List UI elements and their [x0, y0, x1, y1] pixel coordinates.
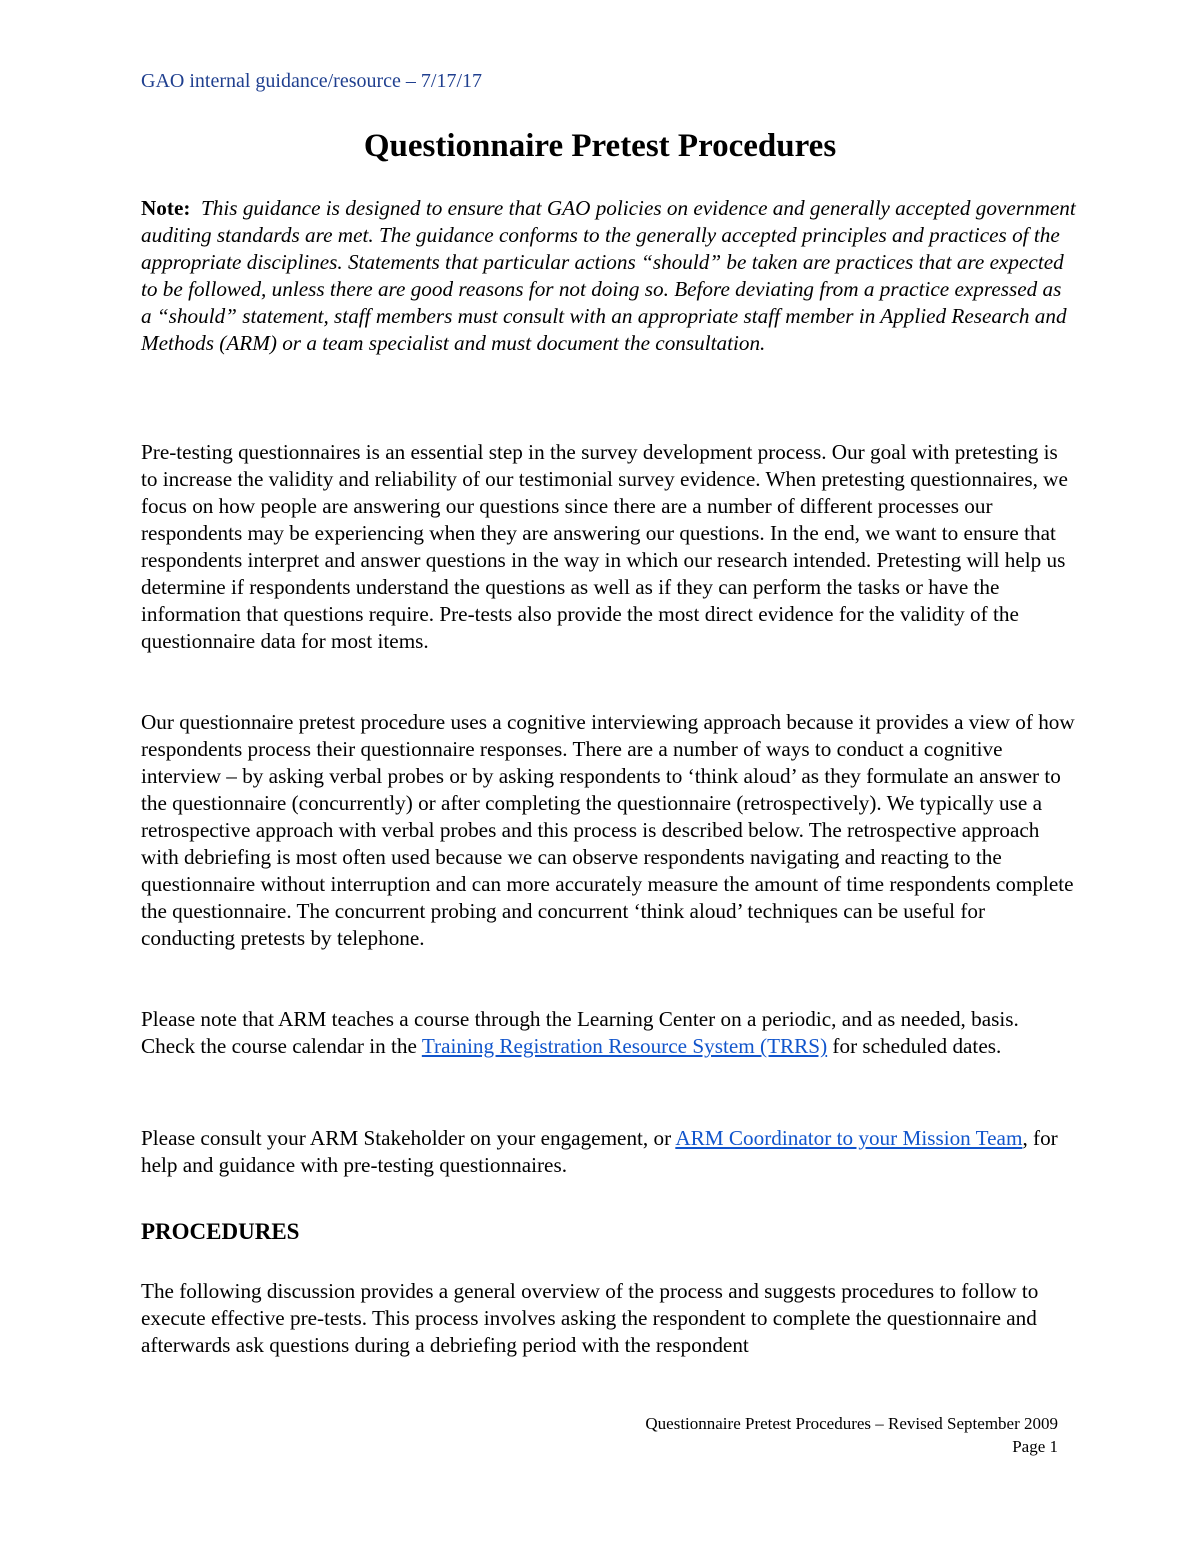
- p4-text-after: , for help and guidance with pre-testing questionnaires.: [141, 1126, 1058, 1177]
- note-label: Note:: [141, 196, 191, 220]
- p4-text-before: Please consult your ARM Stakeholder on your engagement, or: [141, 1126, 676, 1150]
- section-heading-procedures: PROCEDURES: [141, 1219, 300, 1244]
- page-footer: [645, 1412, 1058, 1458]
- arm-coordinator-link[interactable]: ARM Coordinator to your Mission Team: [675, 1126, 1023, 1150]
- paragraph-arm-course: [141, 1006, 1076, 1060]
- page-title: Questionnaire Pretest Procedures: [363, 128, 837, 164]
- paragraph-pretesting-intro: Pre-testing questionnaires is an essential step in the survey development process. Our goal with pretesting is to increase the validity and reliability of our testimonial survey evidence. When pretesting questionnaires, we focus on how people are answering our questions since there are a number of different processes our respondents may be experiencing when they are answering our questions. In the end, we want to ensure that respondents interpret and answer questions in the way in which our research intended. Pretesting will help us determine if respondents understand the questions as well as if they can perform the tasks or have the information that questions require. Pre-tests also provide the most direct evidence for the validity of the questionnaire data for most items.: [141, 440, 1068, 653]
- note-text: This guidance is designed to ensure that GAO policies on evidence and generally accepted government auditing standards are met. The guidance conforms to the generally accepted principles and practices of the appropriate disciplines. Statements that particular actions “should” be taken are practices that are expected to be followed, unless there are good reasons for not doing so. Before deviating from a practice expressed as a “should” statement, staff members must consult with an appropriate staff member in Applied Research and Methods (ARM) or a team specialist and must document the consultation.: [141, 196, 1076, 355]
- paragraph-cognitive-interviewing: Our questionnaire pretest procedure uses a cognitive interviewing approach because it provides a view of how respondents process their questionnaire responses. There are a number of ways to conduct a cognitive interview – by asking verbal probes or by asking respondents to ‘think aloud’ as they formulate an answer to the questionnaire (concurrently) or after completing the questionnaire (retrospectively). We typically use a retrospective approach with verbal probes and this process is described below. The retrospective approach with debriefing is most often used because we can observe respondents navigating and reacting to the questionnaire without interruption and can more accurately measure the amount of time respondents complete the questionnaire. The concurrent probing and concurrent ‘think aloud’ techniques can be useful for conducting pretests by telephone.: [141, 710, 1075, 950]
- footer-page-number: Page 1: [1012, 1437, 1058, 1456]
- note-block: [141, 195, 1076, 357]
- p3-text-before: Please note that ARM teaches a course through the Learning Center on a periodic, and as needed, basis. Check the course calendar in the: [141, 1007, 1019, 1058]
- trrs-link[interactable]: Training Registration Resource System (TRRS): [421, 1034, 828, 1058]
- footer-doc-title: Questionnaire Pretest Procedures – Revised September 2009: [645, 1414, 1058, 1433]
- paragraph-procedures-overview: The following discussion provides a general overview of the process and suggests procedures to follow to execute effective pre-tests. This process involves asking the respondent to complete the questionnaire and afterwards ask questions during a debriefing period with the respondent: [141, 1279, 1039, 1357]
- paragraph-arm-consult: [141, 1125, 1076, 1179]
- p3-text-after: for scheduled dates.: [827, 1034, 1002, 1058]
- header-tag: GAO internal guidance/resource – 7/17/17: [141, 70, 483, 92]
